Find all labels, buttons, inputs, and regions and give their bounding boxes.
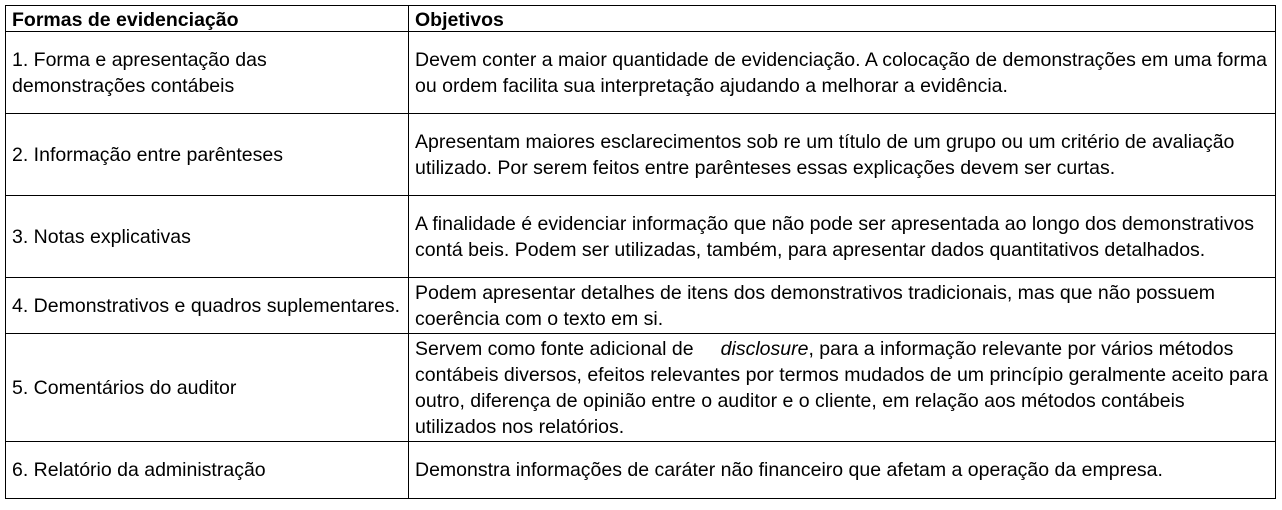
- table-row: [6, 114, 1276, 196]
- forma-cell: 5. Comentários do auditor: [6, 334, 409, 442]
- table-row: [6, 196, 1276, 278]
- column-header-objetivos: Objetivos: [409, 6, 1276, 32]
- forma-cell: 4. Demonstrativos e quadros suplementares.: [6, 278, 409, 334]
- forma-cell: 2. Informação entre parênteses: [6, 114, 409, 196]
- table-row: [6, 334, 1276, 442]
- table-row: [6, 32, 1276, 114]
- objetivo-cell: Demonstra informações de caráter não financeiro que afetam a operação da empresa.: [409, 442, 1276, 499]
- table-row: [6, 278, 1276, 334]
- objetivo-cell: [409, 334, 1276, 442]
- objetivo-text-start: Servem como fonte adicional de: [415, 337, 694, 360]
- forma-cell: 3. Notas explicativas: [6, 196, 409, 278]
- evidenciacao-table: [5, 5, 1276, 499]
- objetivo-cell: A finalidade é evidenciar informação que não pode ser apresentada ao longo dos demonstrativos contá beis. Podem ser utilizadas, também, para apresentar dados quantitativos detalhados.: [409, 196, 1276, 278]
- column-header-formas: Formas de evidenciação: [6, 6, 409, 32]
- forma-cell: 1. Forma e apresentação das demonstrações contábeis: [6, 32, 409, 114]
- disclosure-term: disclosure: [720, 337, 809, 360]
- objetivo-cell: Podem apresentar detalhes de itens dos demonstrativos tradicionais, mas que não possuem coerência com o texto em si.: [409, 278, 1276, 334]
- objetivo-cell: Apresentam maiores esclarecimentos sob re um título de um grupo ou um critério de avaliação utilizado. Por serem feitos entre parênteses essas explicações devem ser curtas.: [409, 114, 1276, 196]
- table-row: [6, 442, 1276, 499]
- objetivo-cell: Devem conter a maior quantidade de evidenciação. A colocação de demonstrações em uma forma ou ordem facilita sua interpretação ajudando a melhorar a evidência.: [409, 32, 1276, 114]
- objetivo-text-end: , para a informação relevante por vários métodos contábeis diversos, efeitos relevantes por termos mudados de um princípio geralmente aceito para outro, diferença de opinião entre o auditor e o cliente, em relação aos métodos contábeis utilizados nos relatórios.: [415, 337, 1269, 438]
- forma-cell: 6. Relatório da administração: [6, 442, 409, 499]
- table-header-row: [6, 6, 1276, 32]
